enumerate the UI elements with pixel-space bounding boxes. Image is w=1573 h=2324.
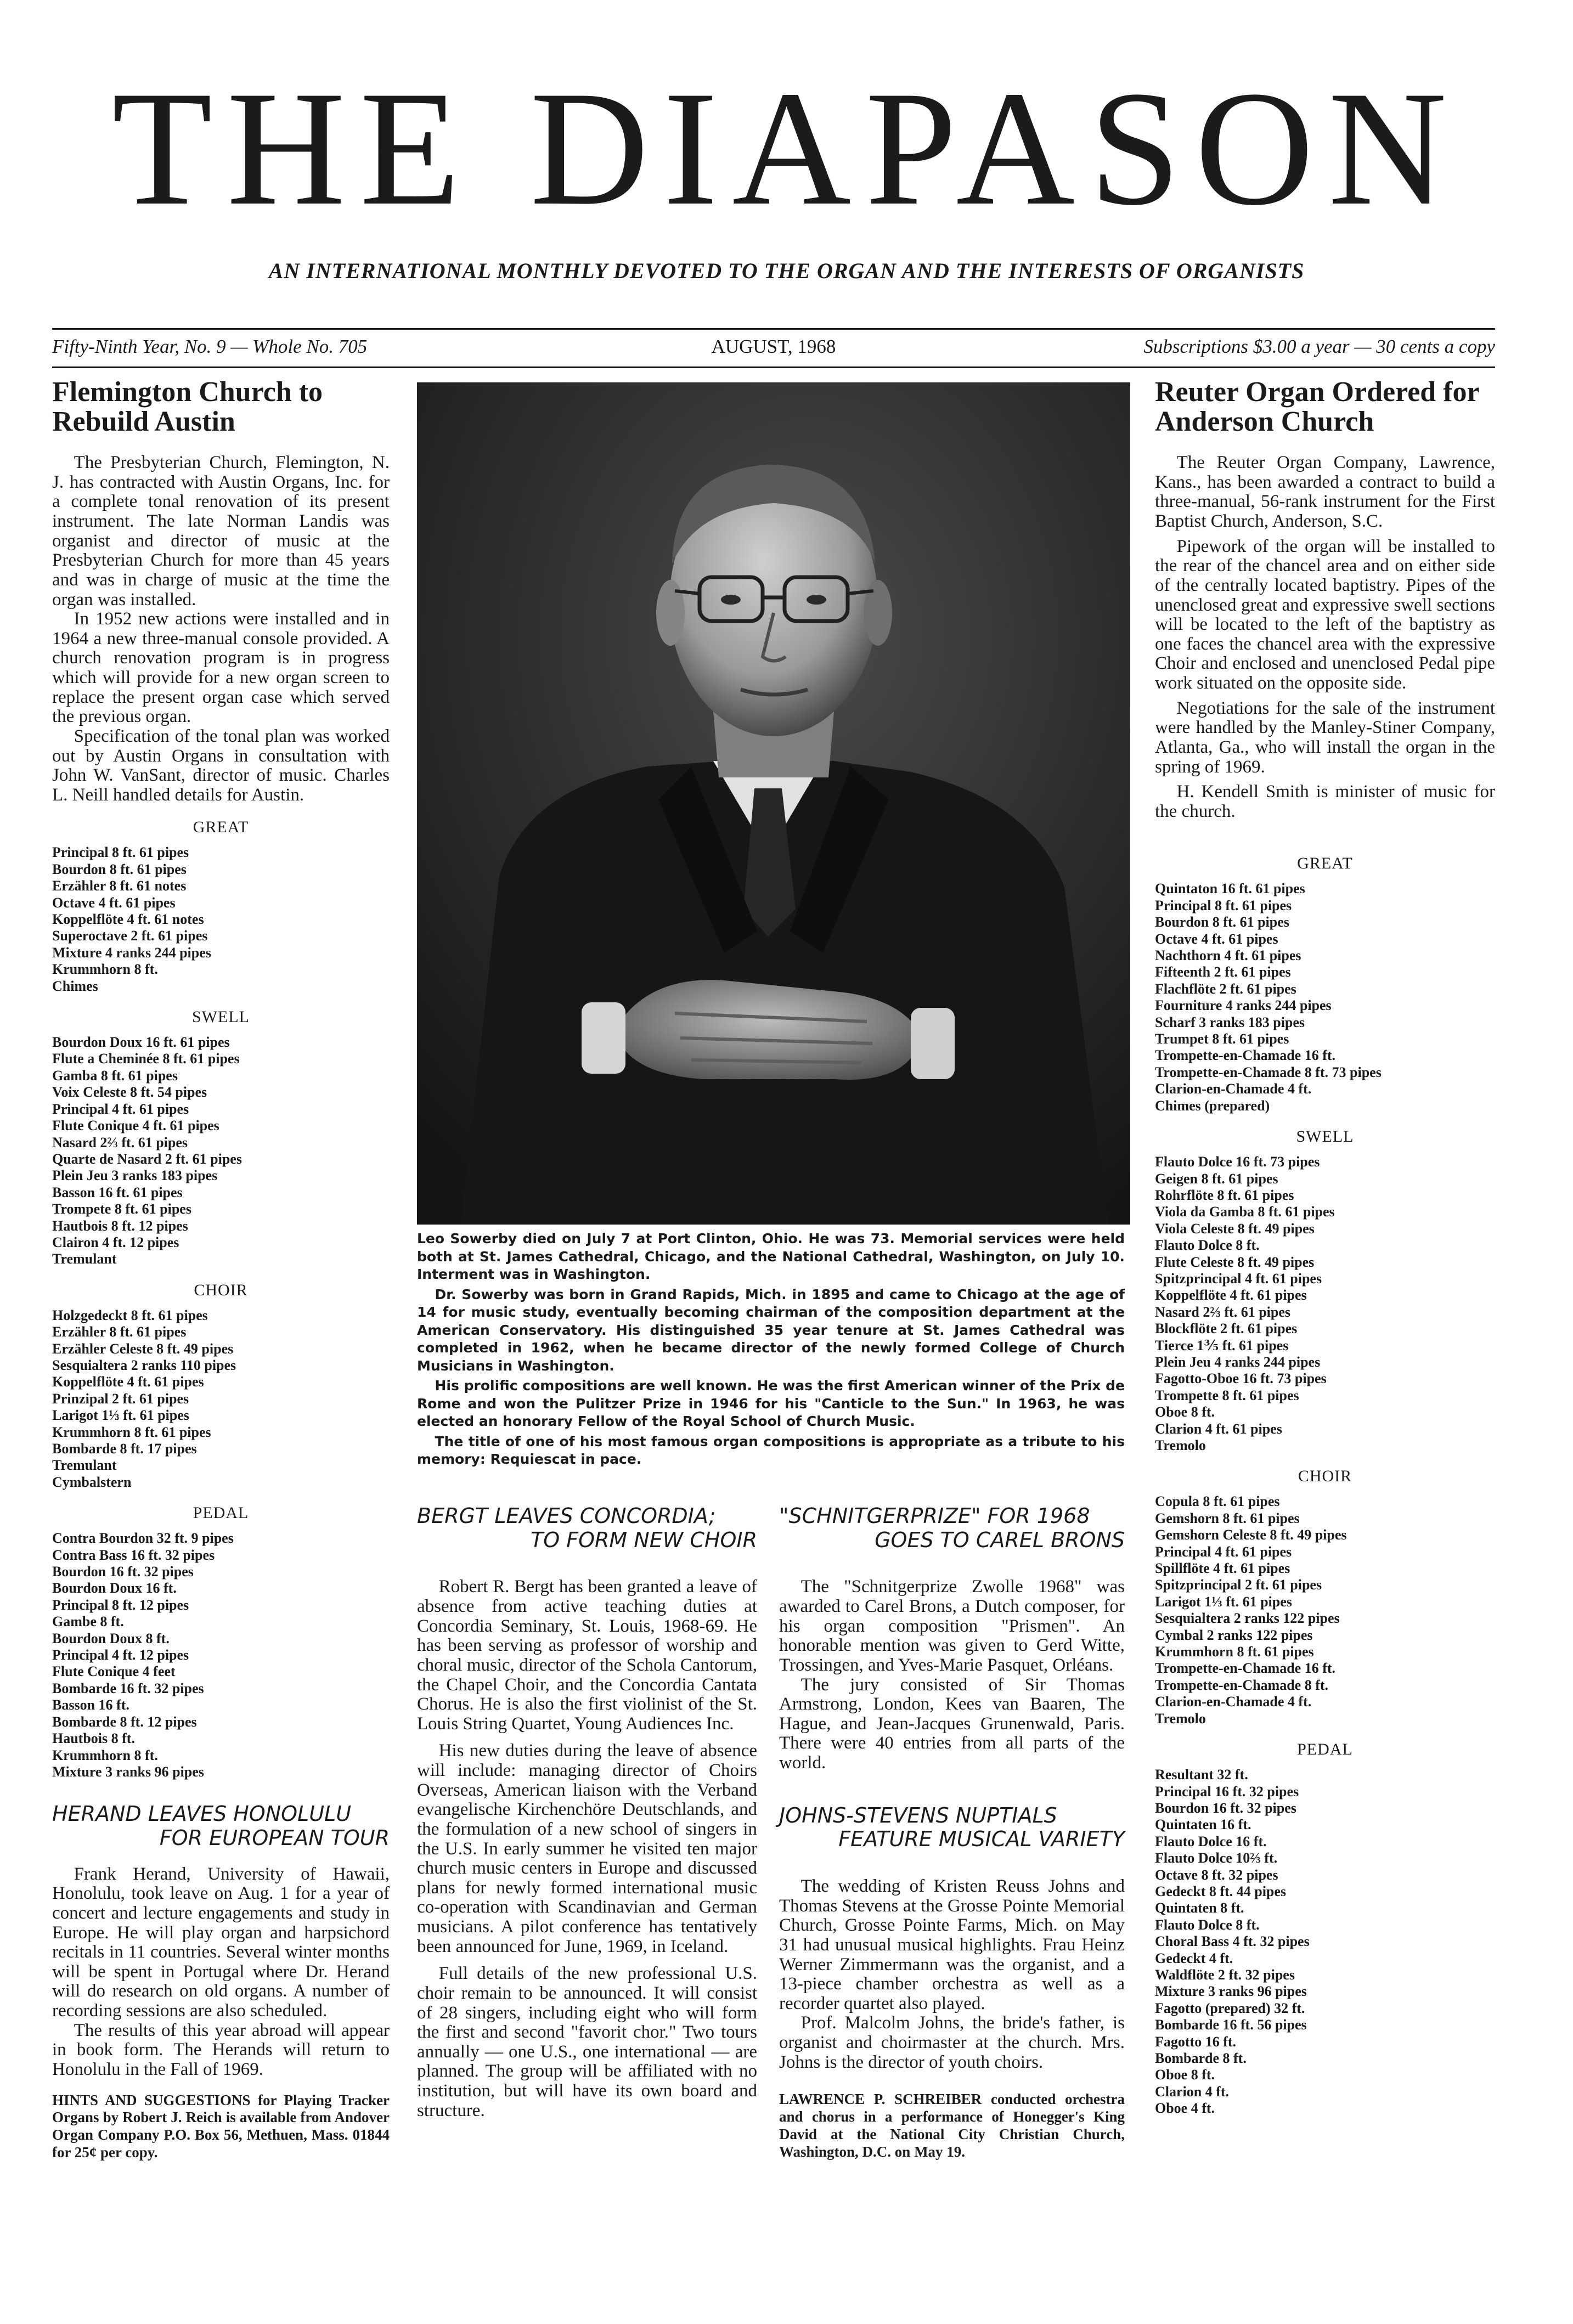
stop-item: Tremulant	[52, 1251, 117, 1267]
bergt-headline	[417, 1504, 757, 1552]
bergt-paragraph: Full details of the new professional U.S. choir remain to be announced. It will consist of 28 singers, including eight who will form the first and second "favorit chor." Two tours annually — one U.S., one international — are planned. The group will be affiliated with no institution, but will have its own board and structure.	[417, 1964, 757, 2120]
column-right	[1155, 377, 1495, 2117]
stop-item: Bombarde 16 ft. 32 pipes	[52, 1680, 204, 1696]
stop-item: Krummhorn 8 ft.	[52, 961, 158, 978]
stop-item: Viola Celeste 8 ft. 49 pipes	[1155, 1220, 1315, 1237]
stop-item: Viola da Gamba 8 ft. 61 pipes	[1155, 1204, 1335, 1220]
stop-item: Flachflöte 2 ft. 61 pipes	[1155, 980, 1296, 997]
stop-item: Nachthorn 4 ft. 61 pipes	[1155, 947, 1301, 964]
stop-item: Trumpet 8 ft. 61 pipes	[1155, 1031, 1289, 1047]
flemington-pedal-list	[52, 1530, 390, 1780]
stop-item: Gedeckt 8 ft. 44 pipes	[1155, 1883, 1287, 1899]
stop-item: Geigen 8 ft. 61 pipes	[1155, 1170, 1278, 1187]
issue-info-bar	[52, 336, 1495, 363]
stop-item: Flute Conique 4 ft. 61 pipes	[52, 1118, 219, 1134]
stop-item: Fagotto (prepared) 32 ft.	[1155, 2000, 1305, 2016]
stop-item: Scharf 3 ranks 183 pipes	[1155, 1014, 1305, 1030]
flemington-choir-title: CHOIR	[194, 1281, 248, 1299]
stop-item: Bourdon Doux 16 ft. 61 pipes	[52, 1034, 230, 1051]
stop-item: Copula 8 ft. 61 pipes	[1155, 1493, 1280, 1510]
stop-item: Gedeckt 4 ft.	[1155, 1950, 1233, 1966]
johns-body	[779, 1877, 1125, 2072]
reuter-pedal-list	[1155, 1767, 1495, 2117]
stop-item: Choral Bass 4 ft. 32 pipes	[1155, 1933, 1310, 1950]
stop-item: Oboe 8 ft.	[1155, 1404, 1215, 1420]
column-center-left	[417, 1504, 757, 2120]
stop-item: Bombarde 8 ft. 17 pipes	[52, 1441, 197, 1457]
masthead-title: THE DIAPASON	[111, 57, 1462, 239]
stop-item: Fagotto 16 ft.	[1155, 2033, 1237, 2050]
herand-headline	[52, 1802, 390, 1850]
stop-item: Krummhorn 8 ft. 61 pipes	[1155, 1644, 1314, 1660]
stop-item: Plein Jeu 3 ranks 183 pipes	[52, 1167, 218, 1184]
stop-item: Spitzprincipal 2 ft. 61 pipes	[1155, 1577, 1322, 1593]
flemington-pedal-title: PEDAL	[193, 1504, 249, 1522]
stop-item: Chimes (prepared)	[1155, 1097, 1270, 1114]
schnitger-paragraph: The jury consisted of Sir Thomas Armstrong, London, Kees van Baaren, The Hague, and Jean-Jacques Grunenwald, Paris. There were 40 entries from all parts of the world.	[779, 1674, 1125, 1773]
stop-item: Koppelflöte 4 ft. 61 notes	[52, 911, 204, 928]
bergt-body	[417, 1577, 757, 2120]
stop-item: Koppelflöte 4 ft. 61 pipes	[1155, 1287, 1307, 1304]
stop-item: Clairon 4 ft. 12 pipes	[52, 1234, 179, 1250]
stop-item: Resultant 32 ft.	[1155, 1767, 1248, 1783]
herand-body	[52, 1865, 390, 2080]
stop-item: Holzgedeckt 8 ft. 61 pipes	[52, 1307, 208, 1323]
stop-item: Bombarde 8 ft.	[1155, 2050, 1247, 2066]
stop-item: Erzähler 8 ft. 61 notes	[52, 878, 187, 894]
stop-item: Spitzprincipal 4 ft. 61 pipes	[1155, 1270, 1322, 1287]
stop-item: Octave 4 ft. 61 pipes	[52, 894, 176, 911]
flemington-paragraph: The Presbyterian Church, Flemington, N. J. has contracted with Austin Organs, Inc. for a complete tonal renovation of its present instrument. The late Norman Landis was organist and director of music at the Presbyterian Church for more than 45 years and was in charge of music at the time the organ was installed.	[52, 453, 390, 610]
stop-item: Bombarde 16 ft. 56 pipes	[1155, 2017, 1307, 2033]
issue-number: Fifty-Ninth Year, No. 9 — Whole No. 705	[52, 336, 368, 357]
stop-item: Mixture 3 ranks 96 pipes	[1155, 1983, 1307, 2000]
stop-item: Tierce 1⅗ ft. 61 pipes	[1155, 1337, 1289, 1353]
stop-item: Oboe 4 ft.	[1155, 2100, 1215, 2117]
stop-item: Chimes	[52, 978, 98, 994]
flemington-paragraph: In 1952 new actions were installed and in 1964 a new three-manual console provided. A church renovation program is in progress which will provide for a new organ screen to replace the present organ case which served the previous organ.	[52, 609, 390, 727]
stop-item: Bourdon Doux 16 ft.	[52, 1580, 177, 1597]
stop-item: Larigot 1⅓ ft. 61 pipes	[1155, 1593, 1292, 1610]
stop-item: Mixture 3 ranks 96 pipes	[52, 1763, 204, 1780]
stop-item: Trompette-en-Chamade 8 ft. 73 pipes	[1155, 1064, 1382, 1080]
johns-headline	[779, 1804, 1125, 1852]
johns-headline-line2: FEATURE MUSICAL VARIETY	[838, 1827, 1125, 1852]
stop-item: Principal 8 ft. 61 pipes	[1155, 897, 1292, 913]
column-left	[52, 377, 390, 2162]
top-rule	[52, 328, 1495, 330]
stop-item: Plein Jeu 4 ranks 244 pipes	[1155, 1353, 1321, 1370]
schreiber-notice: LAWRENCE P. SCHREIBER conducted orchestra and chorus in a performance of Honegger's King David at the National City Christian Church, Washington, D.C. on May 19.	[779, 2091, 1125, 2160]
stop-item: Flauto Dolce 16 ft. 73 pipes	[1155, 1154, 1320, 1170]
flemington-great-title: GREAT	[193, 818, 249, 837]
stop-item: Larigot 1⅓ ft. 61 pipes	[52, 1407, 189, 1424]
stop-item: Quintaten 16 ft.	[1155, 1817, 1251, 1833]
reuter-paragraph: H. Kendell Smith is minister of music for the church.	[1155, 782, 1495, 821]
flemington-choir-list	[52, 1307, 390, 1491]
stop-item: Principal 8 ft. 61 pipes	[52, 844, 189, 861]
stop-item: Krummhorn 8 ft. 61 pipes	[52, 1424, 211, 1440]
stop-item: Nasard 2⅔ ft. 61 pipes	[1155, 1304, 1291, 1320]
stop-item: Bombarde 8 ft. 12 pipes	[52, 1713, 197, 1730]
stop-item: Flute Conique 4 feet	[52, 1663, 176, 1680]
hints-notice: HINTS AND SUGGESTIONS for Playing Tracker Organs by Robert J. Reich is available from Andover Organ Company P.O. Box 56, Methuen, Mass. 01844 for 25¢ per copy.	[52, 2091, 390, 2161]
stop-item: Fagotto-Oboe 16 ft. 73 pipes	[1155, 1370, 1327, 1387]
stop-item: Bourdon Doux 8 ft.	[52, 1630, 170, 1646]
johns-paragraph: Prof. Malcolm Johns, the bride's father, is organist and choirmaster at the church. Mrs. Johns is the director of youth choirs.	[779, 2013, 1125, 2072]
stop-item: Flauto Dolce 16 ft.	[1155, 1833, 1267, 1849]
schnitger-headline-line1: "SCHNITGERPRIZE" FOR 1968	[779, 1504, 1090, 1528]
stop-item: Flute Celeste 8 ft. 49 pipes	[1155, 1254, 1315, 1270]
stop-item: Bourdon 16 ft. 32 pipes	[52, 1564, 194, 1580]
stop-item: Trompette-en-Chamade 8 ft.	[1155, 1677, 1329, 1693]
caption-paragraph: His prolific compositions are well known. He was the first American winner of the Prix de Rome and won the Pulitzer Prize in 1946 for his "Canticle to the Sun." In 1963, he was elected an honorary Fellow of the Royal School of Church Music.	[417, 1378, 1125, 1429]
flemington-swell-list	[52, 1034, 390, 1268]
stop-item: Octave 4 ft. 61 pipes	[1155, 930, 1278, 947]
reuter-great-title: GREAT	[1297, 854, 1353, 873]
stop-item: Principal 16 ft. 32 pipes	[1155, 1783, 1299, 1800]
masthead-tagline: AN INTERNATIONAL MONTHLY DEVOTED TO THE ORGAN AND THE INTERESTS OF ORGANISTS	[268, 258, 1305, 283]
stop-item: Waldflöte 2 ft. 32 pipes	[1155, 1966, 1295, 1983]
bottom-rule	[52, 366, 1495, 368]
stop-item: Quintaten 8 ft.	[1155, 1900, 1244, 1916]
stop-item: Trompette 8 ft. 61 pipes	[1155, 1387, 1299, 1403]
portrait-illustration	[417, 382, 1130, 1225]
flemington-headline: Flemington Church to Rebuild Austin	[52, 376, 323, 438]
stop-item: Cymbal 2 ranks 122 pipes	[1155, 1627, 1313, 1643]
stop-item: Fifteenth 2 ft. 61 pipes	[1155, 964, 1291, 980]
johns-headline-line1: JOHNS-STEVENS NUPTIALS	[779, 1803, 1057, 1827]
stop-item: Principal 4 ft. 61 pipes	[1155, 1543, 1292, 1560]
schnitger-headline-line2: GOES TO CAREL BRONS	[875, 1527, 1125, 1552]
reuter-paragraph: Pipework of the organ will be installed to the rear of the chancel area and on either side of the centrally located baptistry. Pipes of the unenclosed great and expressive swell sections will be located to the left of the baptistry as one faces the chancel area with the expressive Choir and enclosed and unenclosed Pedal pipe work situated on the opposite side.	[1155, 536, 1495, 693]
stop-item: Quintaton 16 ft. 61 pipes	[1155, 881, 1305, 897]
stop-item: Flute a Cheminée 8 ft. 61 pipes	[52, 1051, 240, 1067]
reuter-body	[1155, 453, 1495, 821]
herand-paragraph: The results of this year abroad will appear in book form. The Herands will return to Honolulu in the Fall of 1969.	[52, 2020, 390, 2079]
reuter-paragraph: The Reuter Organ Company, Lawrence, Kans., has been awarded a contract to build a three-manual, 56-rank instrument for the First Baptist Church, Anderson, S.C.	[1155, 453, 1495, 532]
stop-item: Basson 16 ft.	[52, 1697, 129, 1713]
johns-paragraph: The wedding of Kristen Reuss Johns and Thomas Stevens at the Grosse Pointe Memorial Church, Grosse Pointe Farms, Mich. on May 31 had unusual musical highlights. Frau Heinz Werner Zimmermann was the organist, and a 13-piece chamber orchestra as well as a recorder quartet also played.	[779, 1876, 1125, 2013]
stop-item: Rohrflöte 8 ft. 61 pipes	[1155, 1187, 1294, 1203]
column-center-right	[779, 1504, 1125, 2161]
stop-item: Gemshorn Celeste 8 ft. 49 pipes	[1155, 1527, 1347, 1543]
stop-item: Tremulant	[52, 1457, 117, 1474]
stop-item: Spillflöte 4 ft. 61 pipes	[1155, 1560, 1290, 1577]
stop-item: Sesquialtera 2 ranks 110 pipes	[52, 1357, 236, 1373]
stop-item: Prinzipal 2 ft. 61 pipes	[52, 1390, 189, 1407]
flemington-swell-title: SWELL	[192, 1008, 250, 1026]
stop-item: Contra Bass 16 ft. 32 pipes	[52, 1547, 215, 1563]
stop-item: Clarion-en-Chamade 4 ft.	[1155, 1081, 1312, 1097]
stop-item: Mixture 4 ranks 244 pipes	[52, 944, 211, 961]
stop-item: Clarion 4 ft. 61 pipes	[1155, 1420, 1282, 1437]
stop-item: Oboe 8 ft.	[1155, 2067, 1215, 2083]
stop-item: Superoctave 2 ft. 61 pipes	[52, 928, 208, 944]
reuter-headline: Reuter Organ Ordered for Anderson Church	[1155, 376, 1479, 438]
stop-item: Clarion 4 ft.	[1155, 2083, 1230, 2100]
stop-item: Fourniture 4 ranks 244 pipes	[1155, 997, 1332, 1014]
stop-item: Trompete 8 ft. 61 pipes	[52, 1201, 191, 1217]
stop-item: Nasard 2⅔ ft. 61 pipes	[52, 1134, 188, 1150]
stop-item: Blockflöte 2 ft. 61 pipes	[1155, 1321, 1298, 1337]
reuter-choir-list	[1155, 1493, 1495, 1727]
schnitger-body	[779, 1577, 1125, 1773]
stop-item: Erzähler Celeste 8 ft. 49 pipes	[52, 1340, 234, 1357]
stop-item: Principal 4 ft. 12 pipes	[52, 1647, 189, 1663]
bergt-headline-line1: BERGT LEAVES CONCORDIA;	[417, 1504, 716, 1528]
schnitger-paragraph: The "Schnitgerprize Zwolle 1968" was awarded to Carel Brons, a Dutch composer, for his organ composition "Prismen". An honorable mention was given to Gerd Witte, Trossingen, and Yves-Marie Pasquet, Orléans.	[779, 1577, 1125, 1675]
stop-item: Clarion-en-Chamade 4 ft.	[1155, 1694, 1312, 1710]
bergt-paragraph: His new duties during the leave of absence will include: managing director of Choirs Overseas, American liaison with the Verband evangelische Kirchenchöre Deutschlands, and the formulation of a new school of singers in the U.S. In early summer he visited ten major church music centers in Europe and discussed plans for newly formed international music co-operation with Scandinavian and German musicians. A pilot conference has tentatively been announced for June, 1969, in Iceland.	[417, 1741, 757, 1956]
stop-item: Trompette-en-Chamade 16 ft.	[1155, 1047, 1336, 1064]
stop-item: Bourdon 8 ft. 61 pipes	[1155, 914, 1289, 930]
stop-item: Principal 4 ft. 61 pipes	[52, 1101, 189, 1117]
flemington-body	[52, 453, 390, 805]
schnitger-headline	[779, 1504, 1125, 1552]
stop-item: Gambe 8 ft.	[52, 1614, 124, 1630]
stop-item: Principal 8 ft. 12 pipes	[52, 1597, 189, 1613]
stop-item: Basson 16 ft. 61 pipes	[52, 1184, 183, 1200]
caption-paragraph: Leo Sowerby died on July 7 at Port Clinton, Ohio. He was 73. Memorial services were held both at St. James Cathedral, Chicago, and the National Cathedral, Washington, on July 10. Interment was in Washington.	[417, 1231, 1125, 1282]
reuter-swell-title: SWELL	[1296, 1127, 1354, 1146]
stop-item: Bourdon 8 ft. 61 pipes	[52, 861, 187, 877]
stop-item: Quarte de Nasard 2 ft. 61 pipes	[52, 1150, 242, 1167]
flemington-great-list	[52, 844, 390, 995]
reuter-swell-list	[1155, 1154, 1495, 1454]
stop-item: Hautbois 8 ft.	[52, 1730, 135, 1747]
portrait-photo	[417, 382, 1130, 1225]
stop-item: Octave 8 ft. 32 pipes	[1155, 1866, 1278, 1883]
stop-item: Krummhorn 8 ft.	[52, 1747, 158, 1763]
reuter-choir-title: CHOIR	[1298, 1467, 1352, 1486]
stop-item: Flauto Dolce 8 ft.	[1155, 1916, 1260, 1933]
stop-item: Contra Bourdon 32 ft. 9 pipes	[52, 1530, 234, 1547]
flemington-paragraph: Specification of the tonal plan was worked out by Austin Organs in consultation with John W. VanSant, director of music. Charles L. Neill handled details for Austin.	[52, 726, 390, 805]
stop-item: Trompette-en-Chamade 16 ft.	[1155, 1660, 1336, 1677]
stop-item: Voix Celeste 8 ft. 54 pipes	[52, 1084, 207, 1101]
stop-item: Gamba 8 ft. 61 pipes	[52, 1067, 178, 1084]
stop-item: Bourdon 16 ft. 32 pipes	[1155, 1800, 1296, 1816]
issue-date: AUGUST, 1968	[711, 336, 836, 357]
bergt-headline-line2: TO FORM NEW CHOIR	[531, 1527, 757, 1552]
reuter-great-list	[1155, 881, 1495, 1114]
herand-paragraph: Frank Herand, University of Hawaii, Honolulu, took leave on Aug. 1 for a year of concert and lecture engagements and study in Europe. He will play organ and harpsichord recitals in 11 countries. Several winter months will be spent in Portugal where Dr. Herand will do research on old organs. A number of recording sessions are also scheduled.	[52, 1864, 390, 2021]
stop-item: Hautbois 8 ft. 12 pipes	[52, 1217, 188, 1234]
stop-item: Tremolo	[1155, 1710, 1206, 1727]
stop-item: Erzähler 8 ft. 61 pipes	[52, 1324, 187, 1340]
subscription-price: Subscriptions $3.00 a year — 30 cents a copy	[1143, 336, 1495, 357]
photo-caption	[417, 1230, 1125, 1471]
bergt-paragraph: Robert R. Bergt has been granted a leave of absence from active teaching duties at Concordia Seminary, St. Louis, 1968-69. He has been serving as professor of worship and choral music, director of the Schola Cantorum, the Chapel Choir, and the Concordia Cantata Chorus. He is also the first violinist of the St. Louis String Quartet, Young Audiences Inc.	[417, 1577, 757, 1734]
reuter-pedal-title: PEDAL	[1297, 1740, 1353, 1759]
herand-headline-line1: HERAND LEAVES HONOLULU	[52, 1802, 352, 1826]
reuter-paragraph: Negotiations for the sale of the instrument were handled by the Manley-Stiner Company, Atlanta, Ga., who will install the organ in the spring of 1969.	[1155, 698, 1495, 777]
caption-paragraph: The title of one of his most famous organ compositions is appropriate as a tribute to his memory: Requiescat in pace.	[417, 1433, 1125, 1467]
stop-item: Koppelflöte 4 ft. 61 pipes	[52, 1374, 204, 1390]
stop-item: Sesquialtera 2 ranks 122 pipes	[1155, 1610, 1340, 1627]
stop-item: Gemshorn 8 ft. 61 pipes	[1155, 1510, 1300, 1526]
stop-item: Cymbalstern	[52, 1474, 132, 1490]
stop-item: Flauto Dolce 8 ft.	[1155, 1237, 1260, 1254]
caption-paragraph: Dr. Sowerby was born in Grand Rapids, Mich. in 1895 and came to Chicago at the age of 14 for music study, eventually becoming chairman of the composition department at the American Conservatory. His distinguished 35 year tenure at St. James Cathedral was completed in 1962, when he became director of the newly formed College of Church Musicians in Washington.	[417, 1286, 1125, 1374]
stop-item: Flauto Dolce 10⅔ ft.	[1155, 1850, 1278, 1866]
herand-headline-line2: FOR EUROPEAN TOUR	[159, 1826, 390, 1850]
stop-item: Tremolo	[1155, 1437, 1206, 1453]
